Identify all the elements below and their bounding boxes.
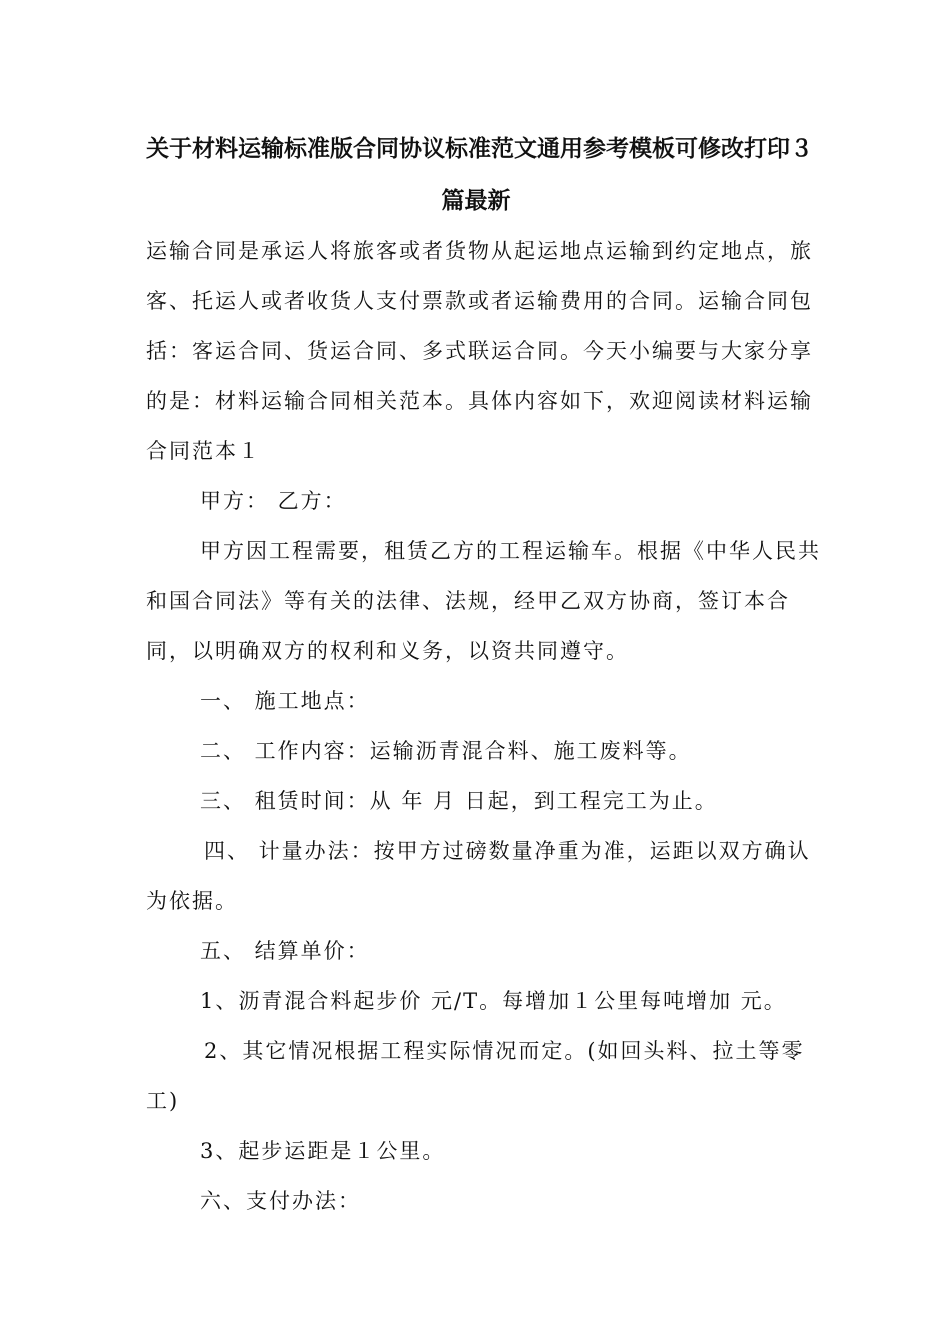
paragraph-line: 和国合同法》等有关的法律、法规，经甲乙双方协商，签订本合 — [146, 589, 790, 613]
paragraph-line: 的是：材料运输合同相关范本。具体内容如下，欢迎阅读材料运输 — [146, 389, 813, 413]
clause-line: 四、 计量办法：按甲方过磅数量净重为准，运距以双方确认 — [204, 839, 811, 863]
document-title-line-1: 关于材料运输标准版合同协议标准范文通用参考模板可修改打印３ — [146, 136, 813, 162]
party-line: 甲方： 乙方： — [200, 489, 347, 513]
clause-line: 2、其它情况根据工程实际情况而定。(如回头料、拉土等零 — [204, 1039, 805, 1063]
clause-line: 工) — [146, 1089, 180, 1113]
clause-line: 五、 结算单价： — [200, 939, 370, 963]
clause-line: 六、支付办法： — [200, 1189, 361, 1213]
paragraph-line: 运输合同是承运人将旅客或者货物从起运地点运输到约定地点，旅 — [146, 239, 813, 263]
paragraph-line: 客、托运人或者收货人支付票款或者运输费用的合同。运输合同包 — [146, 289, 813, 313]
clause-line: 一、 施工地点： — [200, 689, 370, 713]
document-body — [146, 226, 821, 1226]
paragraph-line: 甲方因工程需要，租赁乙方的工程运输车。根据《中华人民共 — [200, 539, 821, 563]
clause-line: 1、沥青混合料起步价 元/T。每增加１公里每吨增加 元。 — [200, 989, 787, 1013]
paragraph-line: 括：客运合同、货运合同、多式联运合同。今天小编要与大家分享 — [146, 339, 813, 363]
paragraph-line: 合同范本１ — [146, 439, 261, 463]
clause-line: 为依据。 — [146, 889, 238, 913]
clause-line: 二、 工作内容：运输沥青混合料、施工废料等。 — [200, 739, 692, 763]
clause-line: 3、起步运距是１公里。 — [200, 1139, 446, 1163]
document-title-line-2: 篇最新 — [441, 188, 511, 214]
clause-line: 三、 租赁时间：从 年 月 日起，到工程完工为止。 — [200, 789, 718, 813]
paragraph-line: 同，以明确双方的权利和义务，以资共同遵守。 — [146, 639, 629, 663]
